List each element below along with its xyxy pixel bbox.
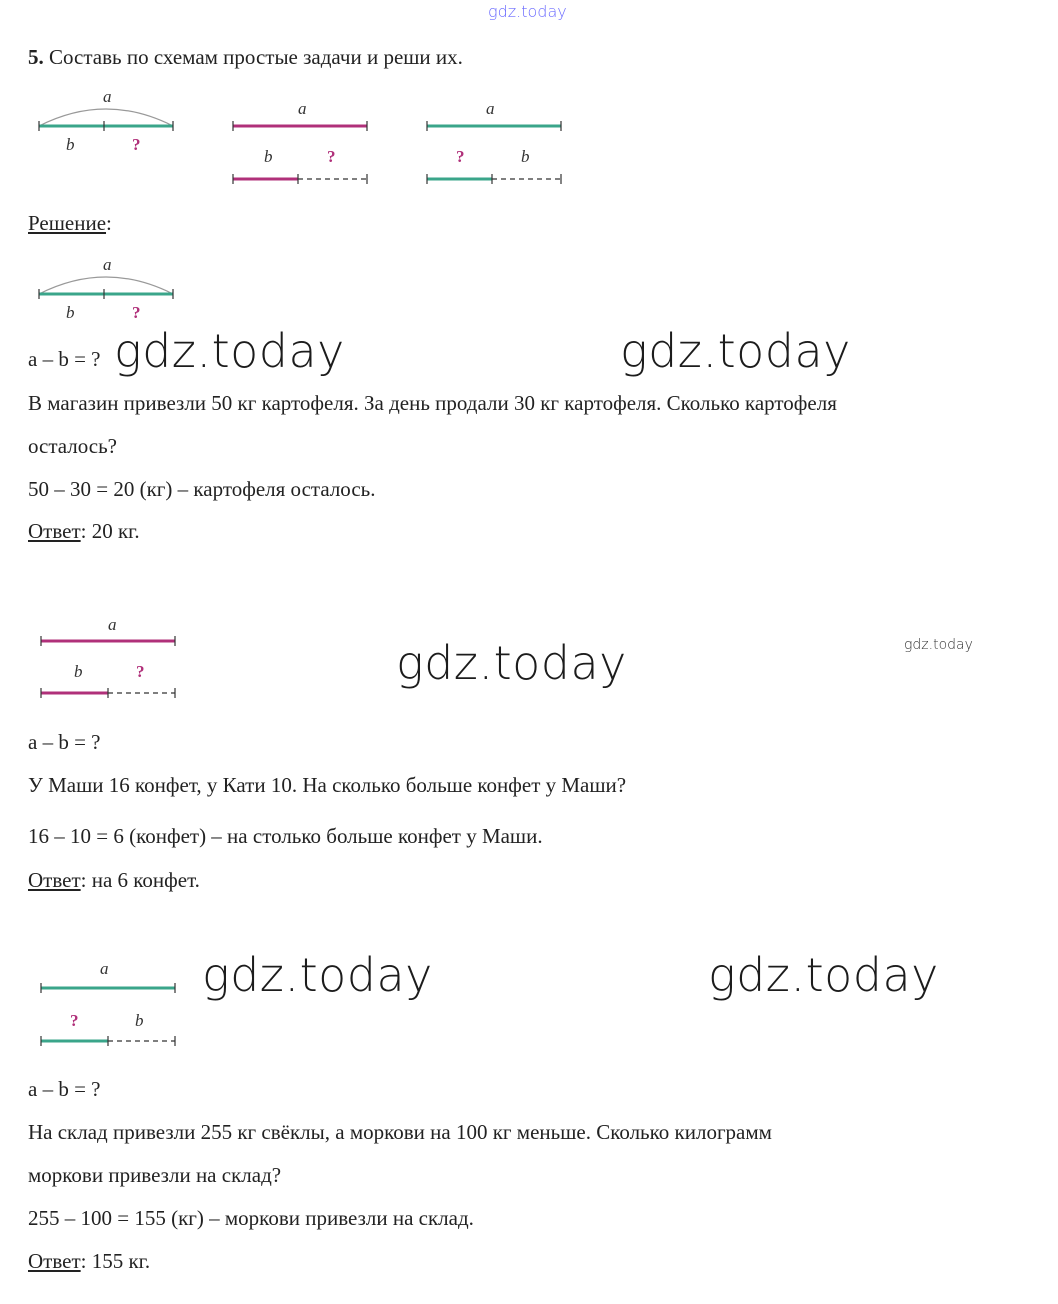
scheme-label-unknown: ? bbox=[136, 662, 145, 681]
scheme-1-task bbox=[36, 86, 178, 156]
watermark: gdz.today bbox=[114, 324, 345, 378]
problem-1-calc: 50 – 30 = 20 (кг) – картофеля осталось. bbox=[28, 477, 376, 501]
scheme-label-b: b bbox=[135, 1011, 144, 1030]
watermark: gdz.today bbox=[620, 324, 851, 378]
problem-2-calc: 16 – 10 = 6 (конфет) – на столько больше конфет у Маши. bbox=[28, 824, 543, 848]
scheme-label-a: a bbox=[103, 87, 112, 106]
scheme-arc bbox=[39, 109, 173, 126]
scheme-label-unknown: ? bbox=[327, 147, 336, 166]
scheme-1-solution bbox=[36, 254, 178, 324]
scheme-3-task bbox=[424, 96, 566, 188]
scheme-label-unknown: ? bbox=[70, 1011, 79, 1030]
task-heading bbox=[28, 44, 463, 70]
scheme-label-unknown: ? bbox=[132, 303, 141, 322]
watermark: gdz.today bbox=[202, 948, 433, 1002]
scheme-label-b: b bbox=[66, 303, 75, 322]
scheme-label-b: b bbox=[66, 135, 75, 154]
watermark-top: gdz.today bbox=[488, 2, 567, 21]
watermark: gdz.today bbox=[708, 948, 939, 1002]
problem-2-answer: Ответ: на 6 конфет. bbox=[28, 868, 200, 892]
scheme-label-a: a bbox=[103, 255, 112, 274]
scheme-2-solution bbox=[38, 612, 180, 704]
scheme-label-a: a bbox=[298, 99, 307, 118]
problem-3-text-line1: На склад привезли 255 кг свёклы, а моркови на 100 кг меньше. Сколько килограмм bbox=[28, 1120, 772, 1144]
watermark-small: gdz.today bbox=[904, 637, 973, 653]
problem-3-answer: Ответ: 155 кг. bbox=[28, 1249, 151, 1273]
problem-2-text: У Маши 16 конфет, у Кати 10. На сколько больше конфет у Маши? bbox=[28, 773, 627, 797]
scheme-label-b: b bbox=[521, 147, 530, 166]
scheme-label-a: a bbox=[100, 959, 109, 978]
problem-1-formula: a – b = ? bbox=[28, 347, 101, 371]
problem-1-answer: Ответ: 20 кг. bbox=[28, 519, 140, 543]
problem-2-formula: a – b = ? bbox=[28, 730, 101, 754]
scheme-label-a: a bbox=[108, 615, 117, 634]
scheme-label-b: b bbox=[74, 662, 83, 681]
scheme-3-solution bbox=[38, 958, 180, 1050]
task-text: Составь по схемам простые задачи и реши их. bbox=[49, 45, 463, 69]
scheme-label-unknown: ? bbox=[456, 147, 465, 166]
problem-3-text-line2: моркови привезли на склад? bbox=[28, 1163, 282, 1187]
problem-1-text-line2: осталось? bbox=[28, 434, 118, 458]
scheme-label-unknown: ? bbox=[132, 135, 141, 154]
problem-3-formula: a – b = ? bbox=[28, 1077, 101, 1101]
scheme-label-a: a bbox=[486, 99, 495, 118]
problem-3-calc: 255 – 100 = 155 (кг) – моркови привезли на склад. bbox=[28, 1206, 474, 1230]
problem-1-text-line1: В магазин привезли 50 кг картофеля. За день продали 30 кг картофеля. Сколько картофеля bbox=[28, 391, 837, 415]
scheme-2-task bbox=[230, 96, 372, 188]
watermark: gdz.today bbox=[396, 636, 627, 690]
solution-label: Решение: bbox=[28, 211, 112, 235]
scheme-label-b: b bbox=[264, 147, 273, 166]
task-number: 5. bbox=[28, 45, 44, 69]
